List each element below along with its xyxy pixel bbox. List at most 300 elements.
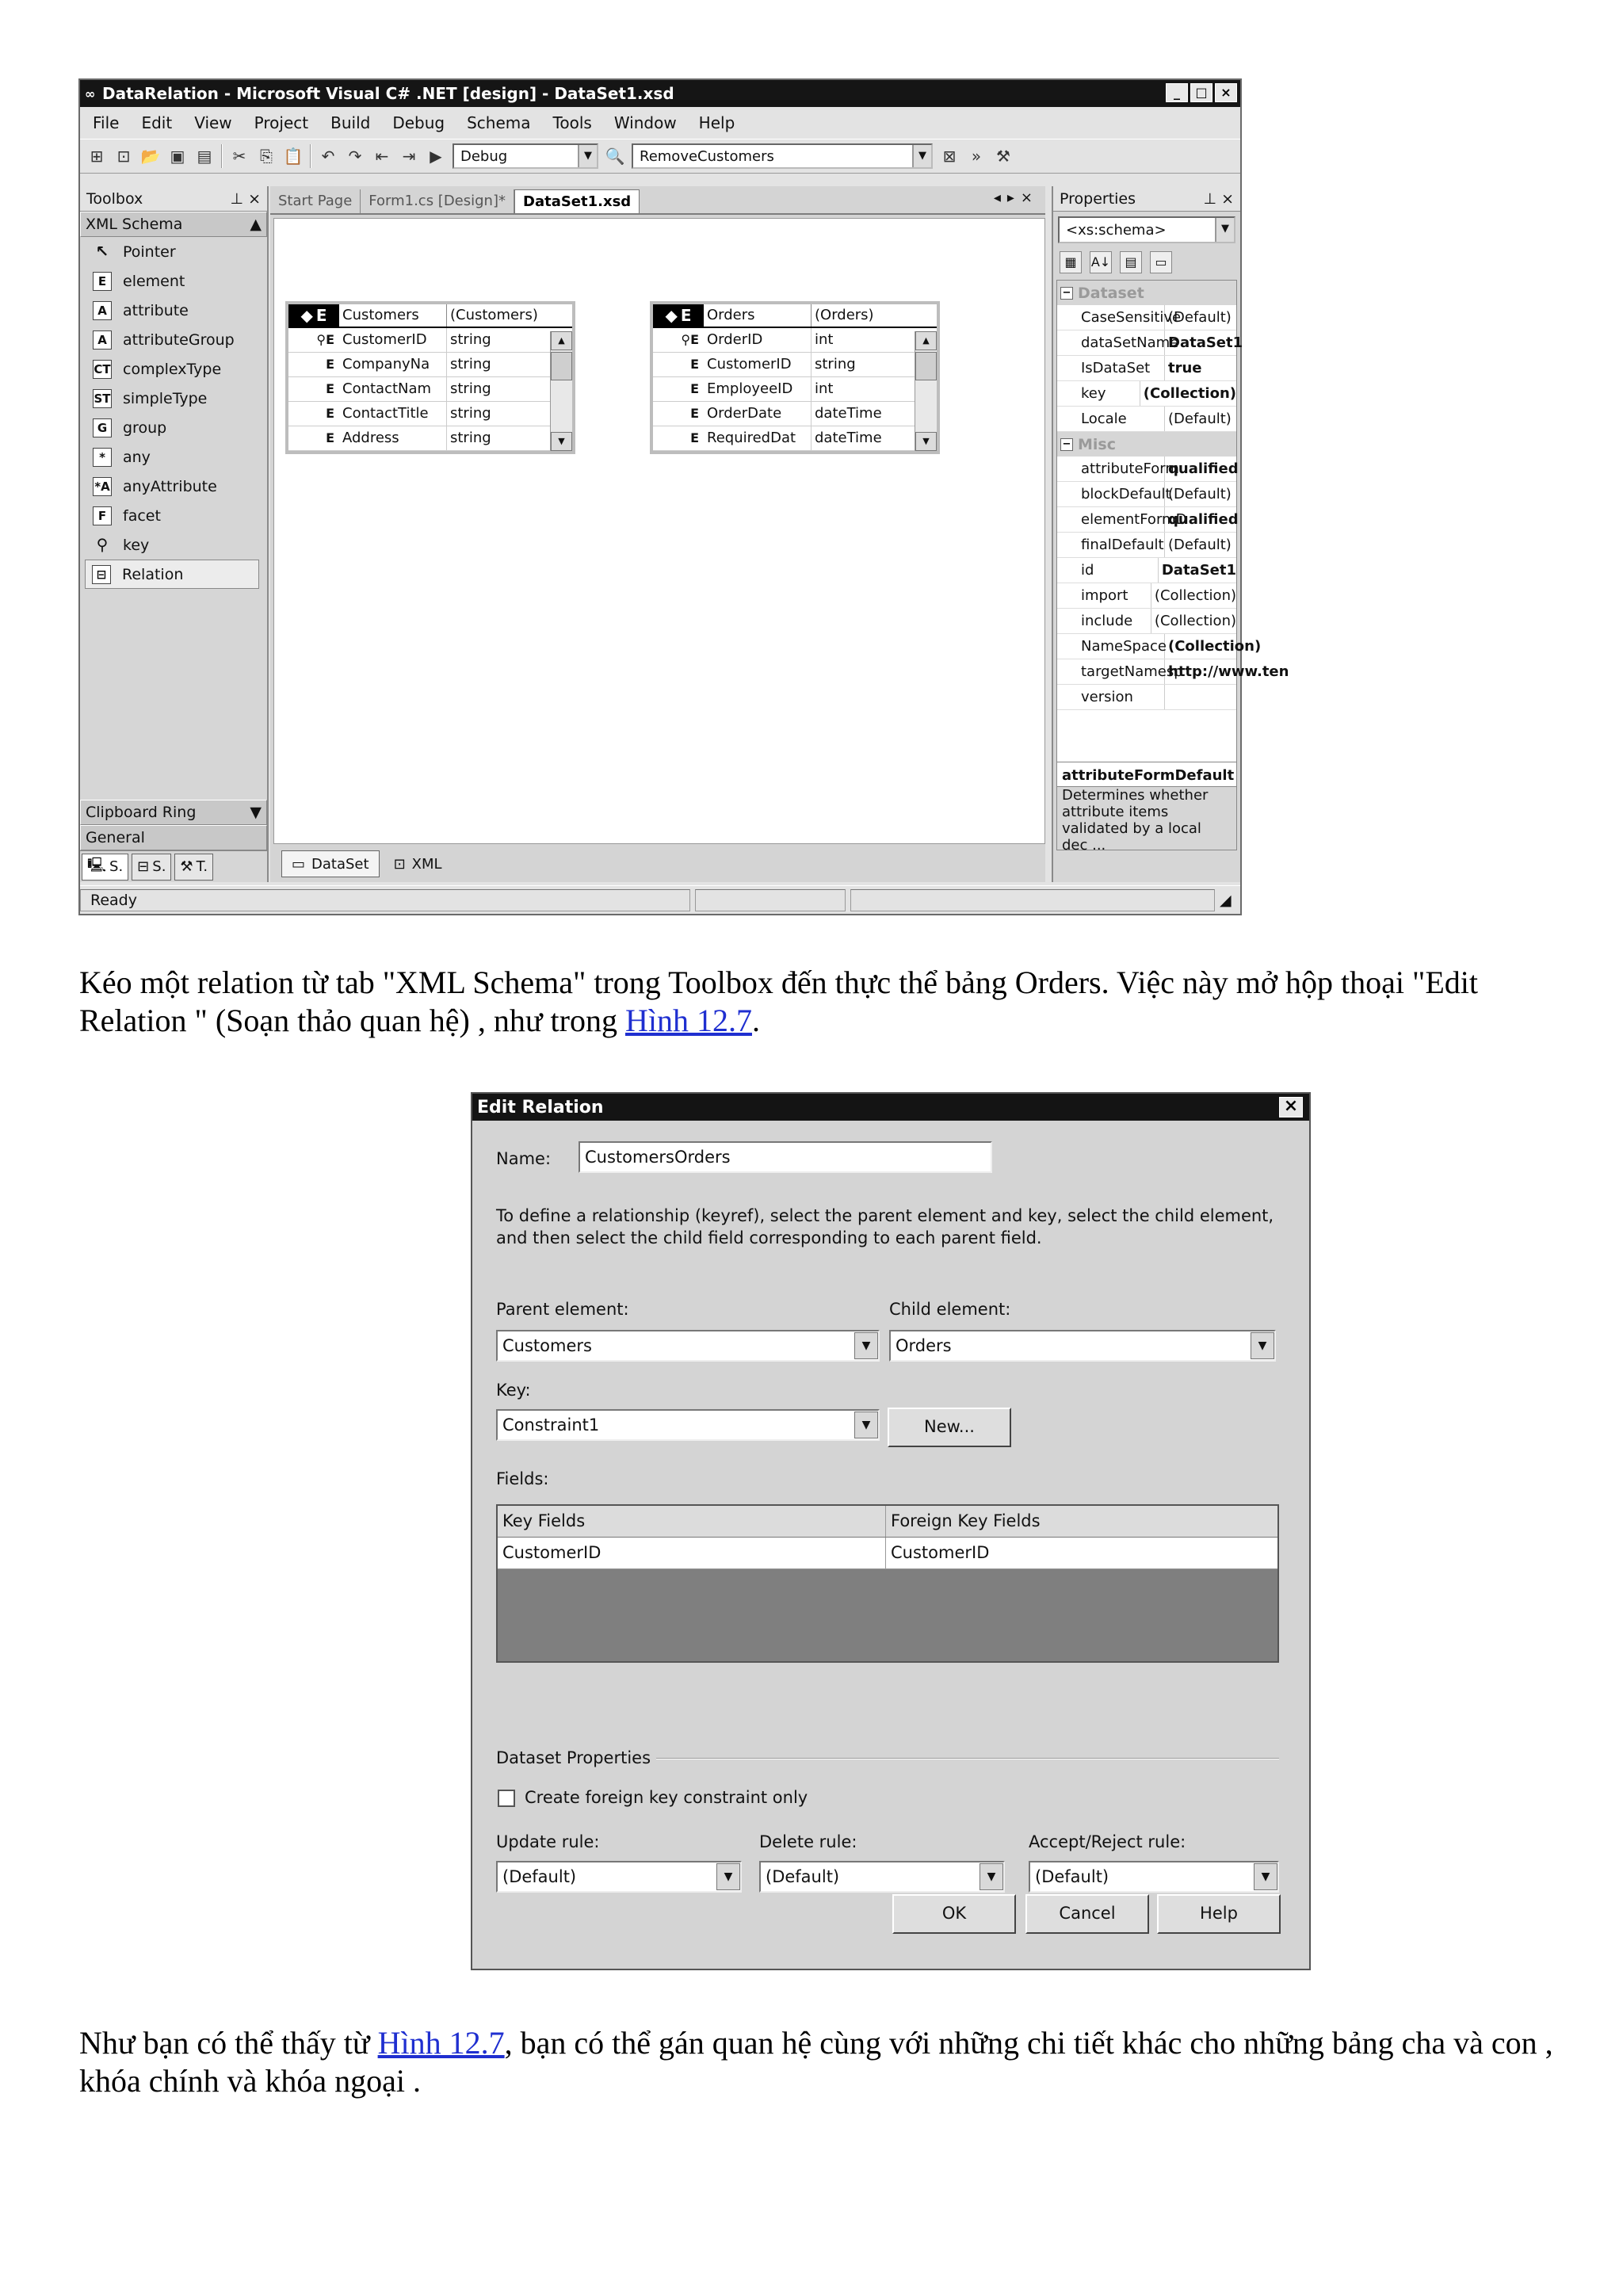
property-value[interactable]: qualified — [1168, 511, 1239, 528]
property-row[interactable] — [1057, 507, 1239, 533]
delete-rule-label: Delete rule: — [759, 1832, 857, 1851]
properties-title: Properties — [1060, 189, 1136, 208]
property-row[interactable] — [1057, 482, 1236, 507]
chevron-down-icon[interactable]: ▼ — [1254, 1863, 1277, 1890]
toolbox-item-label: any — [123, 448, 151, 466]
designer-view-tabs — [273, 846, 1045, 882]
copy-icon[interactable]: ⎘ — [260, 147, 273, 166]
toolbox-group-label: Clipboard Ring — [86, 804, 197, 821]
close-icon[interactable]: × — [1279, 1097, 1303, 1117]
entity-name[interactable]: Orders — [704, 304, 812, 327]
entity-header[interactable] — [653, 304, 937, 328]
object-selector-value: <xs:schema> — [1066, 221, 1167, 239]
field-kind: E — [326, 381, 334, 396]
paste-icon[interactable]: 📋 — [283, 147, 304, 166]
tab-label: S. — [152, 858, 166, 875]
pointer-icon: ↖ — [95, 241, 109, 261]
figure-link[interactable]: Hình 12.7 — [624, 1003, 752, 1038]
field-type[interactable]: string — [815, 356, 856, 372]
field-kind: E — [690, 381, 699, 396]
dialog-title: Edit Relation — [477, 1097, 604, 1117]
entity-type[interactable]: (Orders) — [815, 307, 874, 323]
server-explorer-icon: 🖳 — [87, 856, 107, 873]
property-row[interactable] — [1057, 356, 1236, 381]
open-file-icon[interactable]: 📂 — [140, 147, 161, 166]
menu-schema[interactable]: Schema — [467, 113, 531, 132]
property-value[interactable]: DataSet1 — [1161, 562, 1236, 579]
properties-toolbar — [1053, 248, 1240, 277]
property-name[interactable]: key — [1057, 381, 1140, 406]
property-row[interactable] — [1057, 558, 1236, 583]
field-name[interactable]: Address — [339, 426, 447, 450]
tab-xml-view[interactable] — [384, 850, 452, 877]
field-type[interactable]: string — [450, 380, 491, 397]
toolbox-item-label: element — [123, 272, 185, 290]
scroll-down-icon[interactable]: ▼ — [551, 432, 572, 451]
entity-orders[interactable] — [650, 301, 940, 454]
property-value[interactable]: (Collection) — [1154, 587, 1236, 604]
property-row[interactable] — [1057, 583, 1236, 609]
property-row[interactable] — [1057, 659, 1289, 685]
toolbox-group-clipboard-ring[interactable] — [80, 800, 267, 825]
field-kind: E — [326, 357, 334, 372]
property-name[interactable]: dataSetName — [1057, 330, 1165, 355]
complextype-icon: CT — [93, 360, 112, 379]
property-pages-icon[interactable]: ▭ — [1150, 251, 1172, 273]
property-row[interactable] — [1057, 407, 1236, 432]
key-field-cell[interactable]: CustomerID — [498, 1538, 886, 1568]
dataset-icon: ▭ — [292, 855, 306, 873]
menu-help[interactable]: Help — [698, 113, 735, 132]
tab-label: DataSet — [311, 855, 369, 873]
toolbox-title: Toolbox — [86, 189, 143, 208]
property-name[interactable]: import — [1057, 583, 1151, 608]
close-button[interactable]: × — [1215, 83, 1237, 102]
property-row[interactable] — [1057, 634, 1262, 659]
accept-reject-rule-label: Accept/Reject rule: — [1029, 1832, 1186, 1851]
ide-window-title: DataRelation - Microsoft Visual C# .NET [design] - DataSet1.xsd — [102, 84, 674, 103]
property-name[interactable]: elementFormD — [1057, 507, 1165, 532]
element-icon: E — [93, 272, 112, 291]
update-rule-select[interactable] — [496, 1861, 742, 1893]
xml-icon: ⊡ — [393, 855, 406, 873]
chevron-down-icon[interactable]: ▼ — [854, 1412, 878, 1438]
menu-project[interactable]: Project — [254, 113, 309, 132]
solution-config-value: Debug — [460, 147, 508, 165]
menu-debug[interactable]: Debug — [392, 113, 445, 132]
toolbox-item-element[interactable] — [80, 266, 267, 296]
toolbox-item-label: simpleType — [123, 389, 208, 407]
name-label: Name: — [496, 1149, 552, 1168]
undo-icon[interactable]: ↶ — [321, 147, 335, 166]
field-type[interactable]: string — [450, 405, 491, 422]
relation-icon: ⊟ — [92, 565, 111, 584]
add-item-icon[interactable]: ⊡ — [116, 147, 131, 166]
instructions-line: To define a relationship (keyref), select the parent element and key, select the child element, — [496, 1206, 1274, 1225]
property-value[interactable]: (Collection) — [1154, 613, 1236, 629]
resize-grip-icon[interactable]: ◢ — [1220, 891, 1232, 909]
entity-field-row[interactable] — [653, 328, 937, 353]
toolbox-item-key[interactable] — [80, 530, 267, 560]
group-divider — [656, 1758, 1279, 1759]
find-combo-value: RemoveCustomers — [640, 147, 774, 165]
toolbox-group-label: General — [86, 829, 145, 846]
property-name[interactable]: IsDataSet — [1057, 356, 1165, 380]
entity-header[interactable] — [288, 304, 572, 328]
status-bar — [80, 885, 1240, 914]
field-name[interactable]: ContactNam — [339, 377, 447, 401]
property-row[interactable] — [1057, 457, 1239, 482]
menu-view[interactable]: View — [194, 113, 232, 132]
toolbox-item-attributegroup[interactable] — [80, 325, 267, 354]
edit-relation-dialog — [471, 1092, 1311, 1970]
toolbox-icon[interactable]: ⚒ — [996, 147, 1010, 166]
property-row[interactable] — [1057, 533, 1236, 558]
delete-rule-value: (Default) — [766, 1867, 840, 1886]
toolbox-group-xml-schema[interactable] — [80, 212, 267, 237]
toolbox-item-facet[interactable] — [80, 501, 267, 530]
cut-icon[interactable]: ✂ — [232, 147, 246, 166]
key-select[interactable] — [496, 1409, 880, 1441]
field-name[interactable]: RequiredDat — [704, 426, 812, 450]
document-tabs — [270, 186, 1045, 215]
foreign-key-field-cell[interactable]: CustomerID — [891, 1543, 990, 1562]
menu-edit[interactable]: Edit — [141, 113, 173, 132]
paragraph-text: Kéo một relation từ tab "XML Schema" trong Toolbox đến thực thể bảng Orders. Việc này mở hộp thoại "Edit Relation " (Soạn thảo quan hệ) , như trong — [79, 965, 1478, 1038]
tab-toolbox[interactable] — [174, 854, 213, 881]
scroll-up-icon[interactable]: ▲ — [915, 331, 937, 350]
menu-bar — [80, 109, 1240, 137]
key-value: Constraint1 — [502, 1415, 600, 1435]
tab-dataset-view[interactable] — [281, 850, 380, 877]
property-value[interactable]: (Collection) — [1168, 638, 1262, 655]
toolbox-item-pointer[interactable] — [80, 237, 267, 266]
vs-app-icon: ∞ — [85, 86, 96, 101]
menu-window[interactable]: Window — [613, 113, 677, 132]
child-element-select[interactable] — [889, 1330, 1276, 1362]
toolbox-item-label: anyAttribute — [123, 477, 217, 495]
tab-server-explorer[interactable] — [82, 854, 128, 881]
property-row[interactable] — [1057, 305, 1236, 330]
entity-name[interactable]: Customers — [339, 304, 447, 327]
tab-start-page[interactable]: Start Page — [270, 189, 361, 213]
field-type[interactable]: string — [450, 430, 491, 446]
tab-label: T. — [196, 858, 208, 875]
menu-tools[interactable]: Tools — [552, 113, 592, 132]
field-name[interactable]: ContactTitle — [339, 402, 447, 426]
tab-label: XML — [411, 855, 442, 873]
property-row[interactable] — [1057, 381, 1236, 407]
property-value[interactable]: (Default) — [1168, 411, 1232, 427]
toolbox-panel — [80, 186, 269, 882]
entity-field-row[interactable] — [288, 328, 572, 353]
column-header-key-fields[interactable]: Key Fields — [498, 1506, 886, 1537]
redo-icon[interactable]: ↷ — [348, 147, 362, 166]
property-grid[interactable] — [1056, 280, 1289, 787]
property-name[interactable]: id — [1057, 558, 1159, 583]
toolbox-header — [80, 186, 267, 212]
field-type[interactable]: dateTime — [815, 405, 882, 422]
toolbox-item-simpletype[interactable] — [80, 384, 267, 413]
chevron-down-icon[interactable]: ▼ — [1251, 1332, 1274, 1359]
paragraph-text: , bạn có thể gán quan hệ cùng với những chi tiết khác cho những bảng cha và con , khóa chính và khóa ngoại . — [79, 2025, 1553, 2099]
paragraph-text: . — [751, 1003, 760, 1038]
property-value[interactable]: (Default) — [1168, 486, 1232, 502]
child-element-value: Orders — [896, 1336, 952, 1355]
status-cell — [695, 889, 846, 911]
delete-rule-select[interactable] — [759, 1861, 1005, 1893]
parent-element-select[interactable] — [496, 1330, 880, 1362]
field-name[interactable]: CustomerID — [339, 328, 447, 352]
entity-field-row[interactable] — [288, 377, 572, 402]
description-title: attributeFormDefault — [1062, 767, 1235, 784]
property-value[interactable]: DataSet1 — [1168, 334, 1243, 351]
entity-field-row[interactable] — [653, 377, 937, 402]
scroll-thumb[interactable] — [915, 352, 937, 380]
solution-explorer-icon[interactable]: ⊠ — [942, 147, 957, 166]
field-name[interactable]: EmployeeID — [704, 377, 812, 401]
attributegroup-icon: A — [93, 330, 112, 350]
toolbar-overflow-icon[interactable]: » — [971, 147, 982, 166]
hammer-icon: ⚒ — [180, 858, 193, 875]
paragraph-text: Như bạn có thể thấy từ — [79, 2025, 378, 2061]
categorized-icon[interactable]: ▦ — [1060, 251, 1082, 273]
maximize-button[interactable]: □ — [1190, 83, 1212, 102]
toolbar-separator — [221, 144, 223, 168]
property-name[interactable]: attributeForm — [1057, 457, 1165, 481]
fields-label: Fields: — [496, 1469, 549, 1488]
chevron-down-icon[interactable]: ▼ — [912, 145, 931, 167]
property-value[interactable]: (Default) — [1168, 309, 1232, 326]
new-project-icon[interactable]: ⊞ — [90, 147, 104, 166]
diamond-icon: ◆ — [300, 306, 313, 325]
field-type[interactable]: dateTime — [815, 430, 882, 446]
property-row[interactable] — [1057, 609, 1236, 634]
chevron-down-icon[interactable]: ▼ — [854, 1332, 878, 1359]
fk-only-label: Create foreign key constraint only — [525, 1788, 808, 1807]
fields-grid-header — [498, 1506, 1277, 1538]
toolbox-item-group[interactable] — [80, 413, 267, 442]
property-name[interactable]: finalDefault — [1057, 533, 1165, 557]
side-tabs — [80, 850, 267, 882]
fields-grid[interactable] — [496, 1504, 1279, 1663]
entity-field-row[interactable] — [653, 402, 937, 426]
property-name[interactable]: blockDefault — [1057, 482, 1165, 506]
column-header-foreign-key-fields[interactable]: Foreign Key Fields — [891, 1511, 1041, 1530]
chevron-down-icon[interactable]: ▼ — [980, 1863, 1003, 1890]
toolbox-item-label: Relation — [122, 565, 184, 583]
field-kind: E — [690, 357, 699, 372]
status-text: Ready — [80, 889, 690, 911]
field-type[interactable]: string — [450, 356, 491, 372]
property-category[interactable] — [1057, 281, 1236, 305]
pin-icon[interactable]: ⊥ × — [230, 189, 261, 208]
property-row[interactable] — [1057, 330, 1243, 356]
dialog-title-bar — [472, 1094, 1309, 1121]
toolbox-item-label: Pointer — [123, 243, 176, 261]
property-name[interactable]: version — [1057, 685, 1165, 709]
alphabetical-icon[interactable]: A↓ — [1090, 251, 1112, 273]
find-combo[interactable] — [632, 143, 933, 169]
ok-button[interactable]: OK — [892, 1894, 1016, 1934]
find-in-files-icon[interactable]: 🔍 — [605, 147, 625, 166]
object-selector[interactable] — [1058, 216, 1235, 243]
toolbox-item-any[interactable] — [80, 442, 267, 472]
properties-panel — [1052, 186, 1289, 882]
diamond-icon: ◆ — [665, 306, 678, 325]
properties-icon[interactable]: ▤ — [1120, 251, 1142, 273]
solution-config-combo[interactable] — [453, 143, 598, 169]
field-kind: E — [690, 406, 699, 421]
entity-scrollbar[interactable] — [550, 331, 572, 451]
scroll-down-icon[interactable]: ▼ — [915, 432, 937, 451]
scroll-up-icon[interactable]: ▲ — [551, 331, 572, 350]
cancel-button[interactable]: Cancel — [1025, 1894, 1149, 1934]
field-name[interactable]: OrderID — [704, 328, 812, 352]
field-name[interactable]: CompanyNa — [339, 353, 447, 376]
field-kind: ⚲E — [681, 332, 699, 347]
field-name[interactable]: CustomerID — [704, 353, 812, 376]
dataset-properties-label: Dataset Properties — [496, 1748, 651, 1767]
minimize-button[interactable]: _ — [1166, 83, 1188, 102]
property-name[interactable]: Locale — [1057, 407, 1165, 431]
toolbox-item-label: facet — [123, 506, 161, 525]
field-kind: E — [326, 430, 334, 445]
tab-label: S. — [109, 858, 124, 875]
toolbox-item-label: complexType — [123, 360, 222, 378]
name-input[interactable] — [579, 1141, 992, 1173]
solution-icon: ⊟ — [137, 858, 150, 875]
new-key-button[interactable]: New... — [888, 1408, 1011, 1447]
property-value[interactable]: true — [1168, 360, 1202, 376]
entity-field-row[interactable] — [653, 353, 937, 377]
toolbox-item-complextype[interactable] — [80, 354, 267, 384]
property-value[interactable]: (Collection) — [1143, 385, 1236, 402]
toolbox-group-general[interactable] — [80, 825, 267, 850]
entity-field-row[interactable] — [288, 353, 572, 377]
toolbox-item-anyattribute[interactable] — [80, 472, 267, 501]
property-name[interactable]: targetNamesp — [1057, 659, 1165, 684]
save-icon[interactable]: ▣ — [170, 147, 185, 166]
accept-reject-rule-value: (Default) — [1035, 1867, 1109, 1886]
toolbox-item-relation[interactable] — [85, 560, 259, 589]
fk-only-checkbox[interactable] — [498, 1790, 515, 1807]
pin-icon[interactable]: ⊥ × — [1203, 189, 1234, 208]
entity-field-row[interactable] — [288, 426, 572, 451]
attribute-icon: A — [93, 301, 112, 320]
property-category[interactable] — [1057, 432, 1236, 457]
update-rule-value: (Default) — [502, 1867, 577, 1886]
tab-nav-icons[interactable]: ◂▸× — [993, 189, 1039, 206]
toolbox-item-label: attribute — [123, 301, 189, 319]
entity-customers[interactable] — [285, 301, 575, 454]
key-icon: ⚲ — [96, 534, 109, 554]
badge-letter: E — [680, 306, 692, 325]
toolbox-item-label: attributeGroup — [123, 330, 235, 349]
any-icon: * — [93, 448, 112, 467]
figure-link[interactable]: Hình 12.7 — [377, 2025, 505, 2061]
name-input-value: CustomersOrders — [585, 1148, 731, 1167]
instructions-line: and then select the child field corresponding to each parent field. — [496, 1228, 1042, 1247]
scroll-thumb[interactable] — [551, 352, 572, 380]
toolbar-separator — [310, 144, 311, 168]
menu-build[interactable]: Build — [330, 113, 371, 132]
field-name[interactable]: OrderDate — [704, 402, 812, 426]
category-label: Misc — [1078, 435, 1116, 453]
toolbox-group-label: XML Schema — [86, 216, 183, 233]
entity-field-row[interactable] — [288, 402, 572, 426]
design-canvas[interactable] — [273, 218, 1045, 844]
parent-element-label: Parent element: — [496, 1300, 629, 1319]
badge-letter: E — [315, 306, 327, 325]
group-icon: G — [93, 418, 112, 437]
navigate-forward-icon[interactable]: ⇥ — [402, 147, 416, 166]
field-type[interactable]: int — [815, 380, 834, 397]
entity-field-row[interactable] — [653, 426, 937, 451]
standard-toolbar — [80, 139, 1240, 174]
field-kind: ⚲E — [316, 332, 334, 347]
toolbox-item-attribute[interactable] — [80, 296, 267, 325]
property-row[interactable] — [1057, 685, 1236, 710]
child-element-label: Child element: — [889, 1300, 1011, 1319]
table-row[interactable] — [498, 1538, 1277, 1569]
accept-reject-rule-select[interactable] — [1029, 1861, 1279, 1893]
parent-element-value: Customers — [502, 1336, 592, 1355]
field-type[interactable]: string — [450, 331, 491, 348]
tab-solution-explorer[interactable] — [132, 854, 171, 881]
field-kind: E — [326, 406, 334, 421]
chevron-down-icon[interactable]: ▼ — [716, 1863, 740, 1890]
scroll-down-icon[interactable]: ▼ — [250, 804, 262, 821]
paragraph-2 — [79, 2024, 1553, 2100]
status-cell — [850, 889, 1215, 911]
property-value[interactable]: qualified — [1168, 460, 1239, 477]
description-text: Determines whether attribute items validated by a local dec ... — [1062, 787, 1209, 854]
start-icon[interactable]: ▶ — [430, 147, 442, 166]
toolbox-item-label: key — [123, 536, 150, 554]
navigate-back-icon[interactable]: ⇤ — [375, 147, 389, 166]
property-name[interactable]: NameSpace — [1057, 634, 1165, 659]
help-button[interactable]: Help — [1157, 1894, 1281, 1934]
tab-dataset1-xsd[interactable]: DataSet1.xsd — [514, 189, 640, 213]
entity-scrollbar[interactable] — [915, 331, 937, 451]
scroll-up-icon[interactable]: ▲ — [250, 216, 262, 233]
anyattribute-icon: *A — [93, 477, 112, 496]
chevron-down-icon[interactable]: ▼ — [578, 145, 597, 167]
property-name[interactable]: include — [1057, 609, 1151, 633]
ide-screenshot — [78, 78, 1289, 915]
simpletype-icon: ST — [93, 389, 112, 408]
property-value[interactable] — [1165, 685, 1236, 709]
schema-designer — [270, 186, 1045, 882]
menu-file[interactable]: File — [93, 113, 120, 132]
field-type[interactable]: int — [815, 331, 834, 348]
save-all-icon[interactable]: ▤ — [197, 147, 212, 166]
collapse-icon[interactable]: − — [1060, 287, 1073, 300]
collapse-icon[interactable]: − — [1060, 438, 1073, 451]
entity-type[interactable]: (Customers) — [450, 307, 538, 323]
property-value[interactable]: http://www.ten — [1168, 663, 1289, 680]
property-value[interactable]: (Default) — [1168, 537, 1232, 553]
properties-header — [1053, 186, 1240, 212]
element-badge — [288, 304, 339, 327]
tab-form1-design[interactable]: Form1.cs [Design]* — [361, 189, 514, 213]
property-name[interactable]: CaseSensitive — [1057, 305, 1165, 330]
instructions-text — [496, 1205, 1274, 1249]
element-badge — [653, 304, 704, 327]
ide-title-bar — [80, 80, 1240, 107]
chevron-down-icon[interactable]: ▼ — [1215, 218, 1234, 242]
